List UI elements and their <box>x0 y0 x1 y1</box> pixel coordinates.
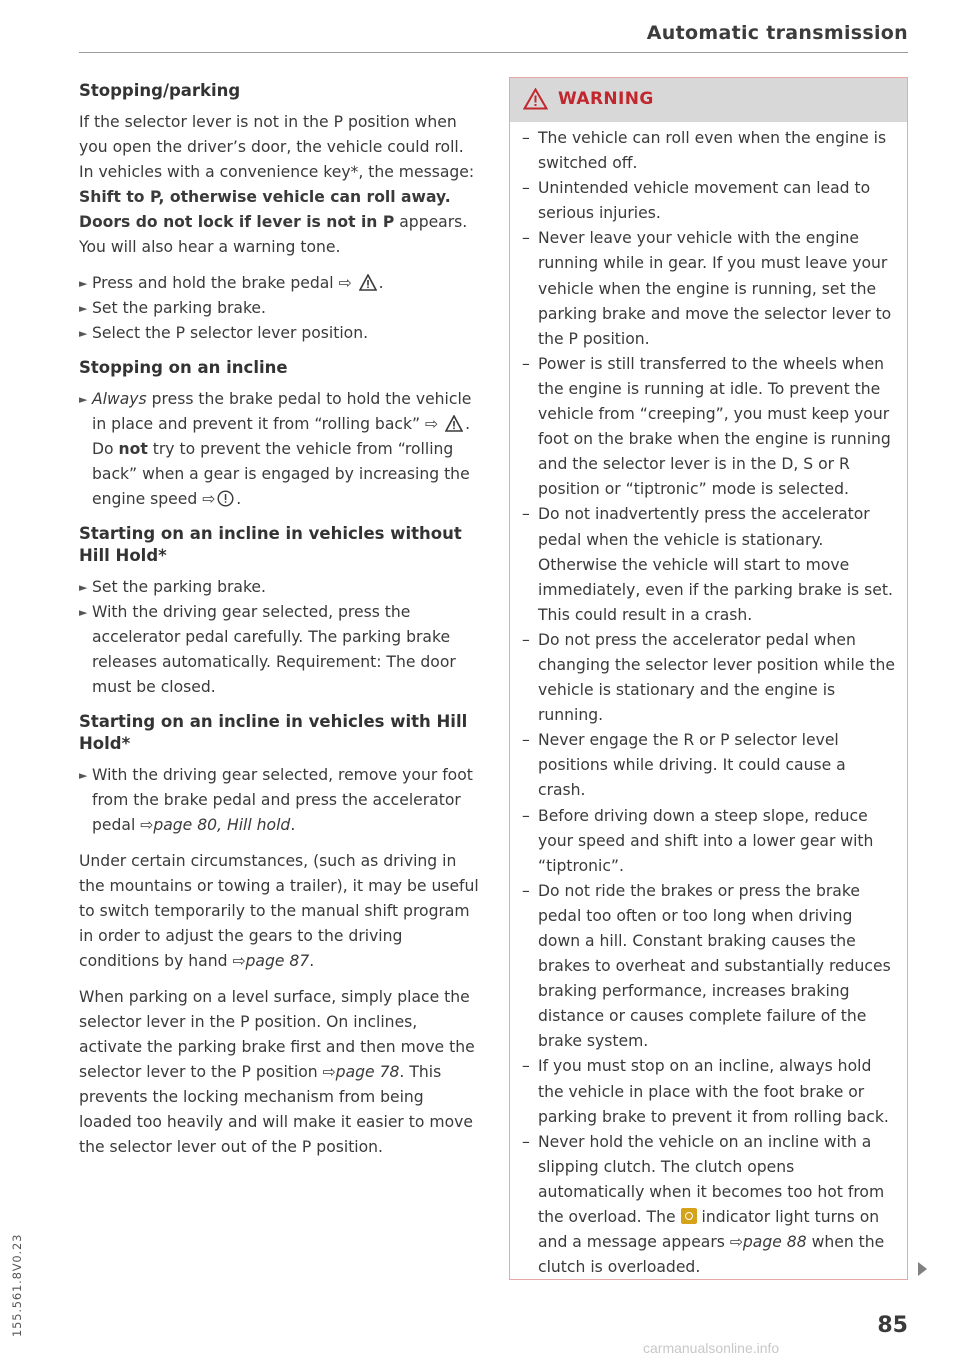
heading-stopping-incline: Stopping on an incline <box>79 358 288 377</box>
step-text: Press and hold the brake pedal ⇨ <box>92 274 357 292</box>
p2-text: Under certain circumstances, (such as driving in the mountains or towing a trailer), it may be useful to switch temporarily to the manual shift program in order to adjust the gears to the driving conditions by hand ⇨ <box>79 852 479 970</box>
warning-item-text: Unintended vehicle movement can lead to serious injuries. <box>538 179 871 223</box>
step-text-end: . <box>378 274 384 292</box>
warning-header <box>510 78 907 122</box>
section-title: Automatic transmission <box>646 22 908 44</box>
p1-text: If the selector lever is not in the P position when you open the driver’s door, the vehicle could roll. In vehicles with a convenience key*, the message: <box>79 113 475 181</box>
warning-item-text: If you must stop on an incline, always hold the vehicle in place with the foot brake or parking brake to prevent it from rolling back. <box>538 1057 889 1126</box>
step-text-end: . <box>290 816 296 834</box>
step-text: Set the parking brake. <box>92 299 266 317</box>
paragraph-manual-shift <box>79 849 479 974</box>
warning-item-text: when the clutch is overloaded. <box>538 1233 885 1277</box>
warning-item: – Unintended vehicle movement can lead to serious injuries. <box>522 179 871 223</box>
paragraph-parking-level <box>79 985 479 1160</box>
step-text-end: . <box>236 490 242 508</box>
step-item <box>79 763 479 838</box>
warning-item-text: Do not press the accelerator pedal when changing the selector lever position while the vehicle is stationary and the engine is running. <box>538 630 895 725</box>
warning-item: – Do not ride the brakes or press the brake pedal too often or too long when driving down a hill. Constant braking causes the brakes to overheat and substantially reduces braking performance, increases braking distance or causes complete failure of the brake system. <box>522 881 891 1051</box>
heading-start-without-hill-hold: Starting on an incline in vehicles without Hill Hold* <box>79 524 462 565</box>
warning-item-text: Do not ride the brakes or press the brake pedal too often or too long when driving down a hill. Constant braking causes the brakes to overheat and substantially reduces braking performance, increases braking distance or causes complete failure of the brake system. <box>538 881 891 1051</box>
warning-item: – Before driving down a steep slope, reduce your speed and shift into a lower gear with “tiptronic”. <box>522 806 874 875</box>
bullet-arrow-icon: ► <box>79 327 88 340</box>
step-text: . Do <box>92 415 471 458</box>
warning-item: – Never engage the R or P selector level positions while driving. It could cause a crash. <box>522 731 846 800</box>
warning-item: – The vehicle can roll even when the engine is switched off. <box>522 129 887 173</box>
step-item <box>79 271 479 296</box>
p3-text-end: . This prevents the locking mechanism from being loaded too heavily and will make it easier to move the selector lever out of the P position. <box>79 1063 473 1156</box>
watermark: carmanualsonline.info <box>643 1340 780 1356</box>
step-item <box>79 600 479 700</box>
step-item <box>79 321 479 346</box>
clutch-indicator-icon <box>681 1208 697 1224</box>
bullet-arrow-icon: ► <box>79 393 88 406</box>
warning-triangle-icon <box>445 415 463 432</box>
stopping-steps <box>79 271 479 346</box>
warning-item: – If you must stop on an incline, always hold the vehicle in place with the foot brake or parking brake to prevent it from rolling back. <box>522 1057 889 1126</box>
emphasis-not: not <box>118 440 148 458</box>
warning-item-text: Never leave your vehicle with the engine running while in gear. If you must leave your vehicle when the engine is running, set the parking brake and move the selector lever to the P position. <box>538 229 892 348</box>
emphasis-always: Always <box>92 390 147 408</box>
header-divider <box>79 52 908 53</box>
warning-item: – Power is still transferred to the wheels when the engine is running at idle. To prevent the vehicle from “creeping”, you must keep your foot on the brake when the engine is running and the selector lever is in the D, S or R position or “tiptronic” mode is selected. <box>522 354 891 499</box>
warning-item: – Never hold the vehicle on an incline with a slipping clutch. The clutch opens automatically when it becomes too hot from the overload. The indicator light turns on and a message appears ⇨page 88 when the clutch is overloaded. <box>522 1132 885 1277</box>
page-reference-link[interactable]: page 87 <box>245 952 310 970</box>
step-text: Set the parking brake. <box>92 578 266 596</box>
page-number: 85 <box>877 1313 908 1338</box>
warning-item-text: Never hold the vehicle on an incline with a slipping clutch. The clutch opens automatically when it becomes too hot from the overload. The <box>538 1132 885 1227</box>
warning-item: – Never leave your vehicle with the engine running while in gear. If you must leave your vehicle when the engine is running, set the parking brake and move the selector lever to the P position. <box>522 229 892 348</box>
bullet-arrow-icon: ► <box>79 769 88 782</box>
step-item <box>79 296 479 321</box>
with-hill-hold-steps <box>79 763 479 838</box>
p2-text-end: . <box>309 952 315 970</box>
warning-list <box>510 122 907 1280</box>
step-text: With the driving gear selected, remove your foot from the brake pedal and press the accelerator pedal ⇨ <box>92 766 473 834</box>
left-column <box>79 70 479 1171</box>
warning-item: – Do not inadvertently press the accelerator pedal when the vehicle is stationary. Otherwise the vehicle will start to move immediately, even if the parking brake is set. This could result in a crash. <box>522 505 893 624</box>
step-item <box>79 387 479 512</box>
page-reference-link[interactable]: page 80, Hill hold <box>153 816 291 834</box>
incline-steps <box>79 387 479 512</box>
heading-stopping-parking: Stopping/parking <box>79 81 241 100</box>
warning-triangle-icon <box>523 88 548 110</box>
step-text: press the brake pedal to hold the vehicle in place and prevent it from “rolling back” ⇨ <box>92 390 472 433</box>
warning-triangle-icon <box>359 274 377 291</box>
warning-box <box>509 77 908 1280</box>
heading-start-with-hill-hold: Starting on an incline in vehicles with Hill Hold* <box>79 712 468 753</box>
page-reference-link[interactable]: page 88 <box>742 1233 807 1252</box>
step-text: With the driving gear selected, press the accelerator pedal carefully. The parking brake releases automatically. Requirement: The door must be closed. <box>92 603 456 696</box>
paragraph-selector-warning <box>79 110 479 260</box>
step-item <box>79 575 479 600</box>
without-hill-hold-steps <box>79 575 479 700</box>
warning-item: – Do not press the accelerator pedal when changing the selector lever position while the vehicle is stationary and the engine is running. <box>522 630 895 725</box>
warning-item-text: Before driving down a steep slope, reduce your speed and shift into a lower gear with “tiptronic”. <box>538 806 874 875</box>
document-code: 155.561.8V0.23 <box>10 1233 24 1337</box>
warning-item-text: Never engage the R or P selector level positions while driving. It could cause a crash. <box>538 731 846 800</box>
continue-arrow-icon <box>918 1262 927 1276</box>
warning-item-text: indicator light turns on and a message appears ⇨ <box>538 1208 880 1252</box>
p1-text-end: appears. You will also hear a warning tone. <box>79 213 468 256</box>
page-reference-link[interactable]: page 78 <box>335 1063 400 1081</box>
bullet-arrow-icon: ► <box>79 606 88 619</box>
step-text: Select the P selector lever position. <box>92 324 369 342</box>
step-text: try to prevent the vehicle from “rolling back” when a gear is engaged by increasing the engine speed ⇨ <box>92 440 470 508</box>
exclamation-circle-icon <box>217 490 234 507</box>
warning-item-text: Power is still transferred to the wheels when the engine is running at idle. To prevent the vehicle from “creeping”, you must keep your foot on the brake when the engine is running and the selector lever is in the D, S or R position or “tiptronic” mode is selected. <box>538 354 891 499</box>
p3-text: When parking on a level surface, simply place the selector lever in the P position. On inclines, activate the parking brake first and then move the selector lever to the P position ⇨ <box>79 988 475 1081</box>
bullet-arrow-icon: ► <box>79 581 88 594</box>
warning-item-text: Do not inadvertently press the accelerator pedal when the vehicle is stationary. Otherwise the vehicle will start to move immediately, even if the parking brake is set. This could result in a crash. <box>538 505 893 624</box>
bullet-arrow-icon: ► <box>79 302 88 315</box>
warning-title: WARNING <box>558 89 654 109</box>
warning-item-text: The vehicle can roll even when the engine is switched off. <box>538 129 887 173</box>
p1-message: Shift to P, otherwise vehicle can roll away. Doors do not lock if lever is not in P <box>79 188 451 231</box>
bullet-arrow-icon: ► <box>79 277 88 290</box>
